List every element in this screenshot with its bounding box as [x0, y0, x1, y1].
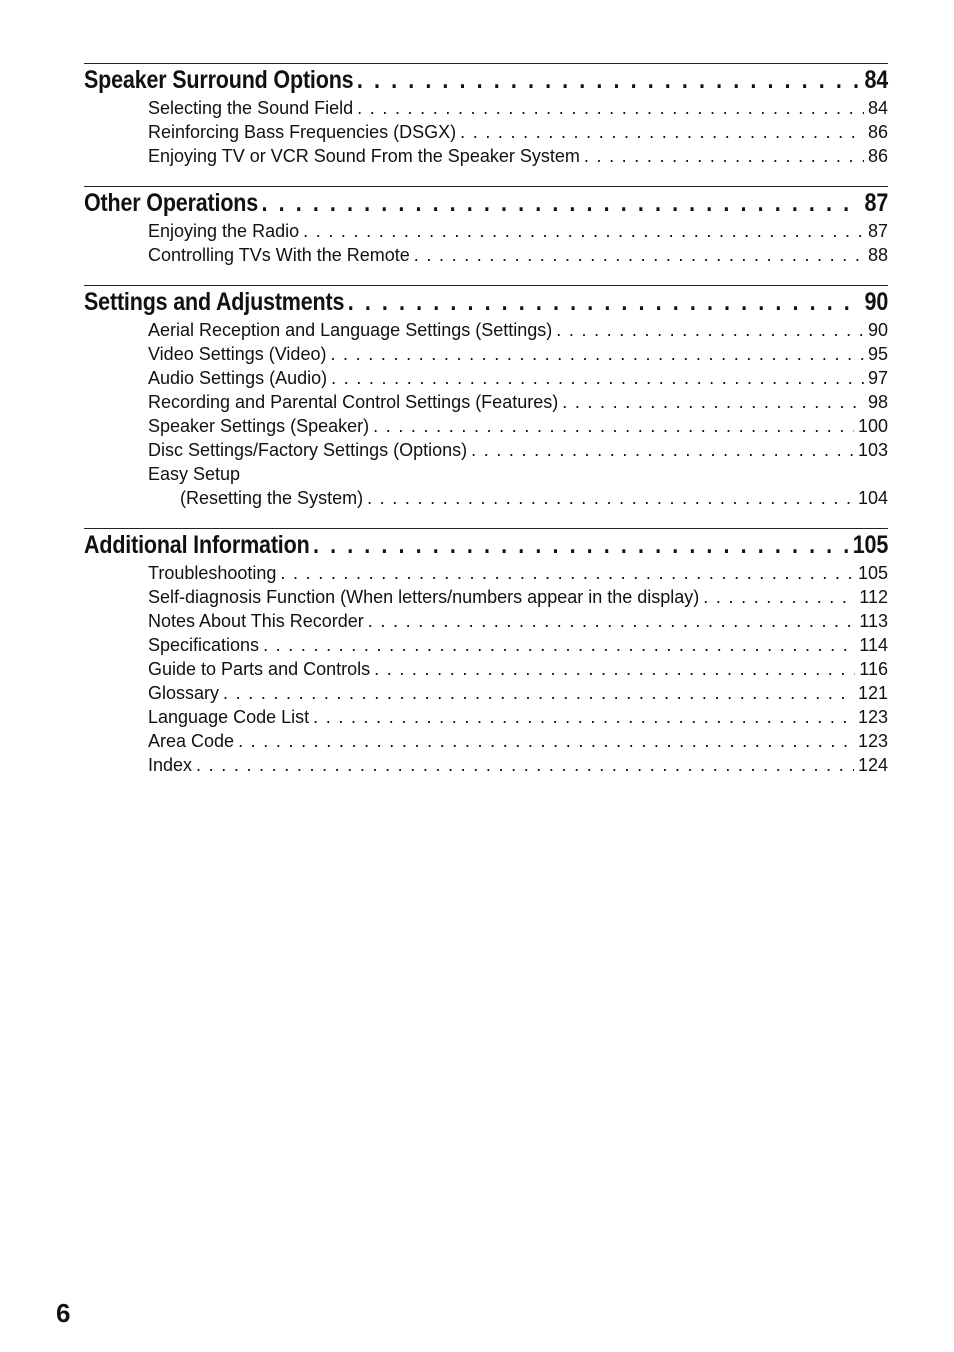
entry-page: 84 [867, 98, 888, 118]
dot-leader [373, 416, 854, 437]
section-page: 87 [864, 189, 889, 217]
dot-leader [357, 66, 861, 95]
toc-entry[interactable] [84, 320, 888, 344]
entry-page: 86 [867, 122, 888, 142]
entry-title: (Resetting the System) [180, 488, 364, 508]
section-title: Additional Information [84, 531, 310, 559]
dot-leader [584, 146, 864, 167]
entry-title: Speaker Settings (Speaker) [148, 416, 370, 436]
dot-leader [196, 755, 854, 776]
dot-leader [562, 392, 864, 413]
entry-page: 112 [859, 587, 888, 607]
entry-title: Easy Setup [148, 464, 241, 484]
toc-entry-group-label[interactable] [84, 464, 888, 488]
section-heading[interactable] [84, 189, 888, 221]
dot-leader [238, 731, 854, 752]
dot-leader [471, 440, 854, 461]
dot-leader [280, 563, 854, 584]
entry-title: Video Settings (Video) [148, 344, 327, 364]
entry-page: 104 [857, 488, 888, 508]
entry-title: Glossary [148, 683, 220, 703]
entry-title: Recording and Parental Control Settings (Features) [148, 392, 559, 412]
toc-entry[interactable] [84, 416, 888, 440]
dot-leader [368, 611, 856, 632]
entry-page: 87 [867, 221, 888, 241]
entry-title: Notes About This Recorder [148, 611, 364, 631]
entry-page: 103 [857, 440, 888, 460]
dot-leader [313, 707, 854, 728]
toc-entry[interactable] [84, 344, 888, 368]
entry-page: 88 [867, 245, 888, 265]
toc-entry[interactable] [84, 221, 888, 245]
entry-title: Guide to Parts and Controls [148, 659, 371, 679]
page-number: 6 [56, 1298, 71, 1328]
toc-entry[interactable] [84, 245, 888, 269]
toc-entry[interactable] [84, 146, 888, 170]
entry-page: 116 [859, 659, 888, 679]
entry-page: 114 [859, 635, 888, 655]
toc-section-other-operations [84, 186, 888, 269]
section-title: Speaker Surround Options [84, 66, 354, 94]
entry-title: Selecting the Sound Field [148, 98, 354, 118]
dot-leader [303, 221, 864, 242]
dot-leader [223, 683, 854, 704]
entry-page: 105 [857, 563, 888, 583]
section-page: 84 [864, 66, 889, 94]
dot-leader [313, 531, 849, 560]
toc-entry[interactable] [84, 368, 888, 392]
section-heading[interactable] [84, 66, 888, 98]
toc-entry[interactable] [84, 98, 888, 122]
toc-entry[interactable] [84, 755, 888, 779]
entry-title: Audio Settings (Audio) [148, 368, 328, 388]
toc-entry[interactable] [84, 731, 888, 755]
entry-page: 100 [857, 416, 888, 436]
toc-section-settings-and-adjustments [84, 285, 888, 512]
entry-title: Controlling TVs With the Remote [148, 245, 410, 265]
toc-entry[interactable] [84, 683, 888, 707]
entry-title: Enjoying the Radio [148, 221, 300, 241]
entry-title: Self-diagnosis Function (When letters/numbers appear in the display) [148, 587, 700, 607]
dot-leader [374, 659, 855, 680]
toc-entry[interactable] [84, 587, 888, 611]
dot-leader [703, 587, 855, 608]
entry-page: 124 [857, 755, 888, 775]
section-heading[interactable] [84, 288, 888, 320]
section-title: Other Operations [84, 189, 259, 217]
entry-title: Aerial Reception and Language Settings (Settings) [148, 320, 553, 340]
entry-title: Language Code List [148, 707, 310, 727]
toc-section-speaker-surround-options [84, 63, 888, 170]
section-heading[interactable] [84, 531, 888, 563]
toc-entry[interactable] [84, 659, 888, 683]
dot-leader [263, 635, 855, 656]
entry-title: Enjoying TV or VCR Sound From the Speaker System [148, 146, 580, 166]
entry-page: 123 [857, 731, 888, 751]
entry-page: 123 [857, 707, 888, 727]
table-of-contents [84, 63, 888, 779]
dot-leader [262, 189, 862, 218]
entry-page: 90 [867, 320, 888, 340]
entry-page: 95 [867, 344, 888, 364]
section-page: 90 [864, 288, 889, 316]
entry-title: Index [148, 755, 193, 775]
dot-leader [556, 320, 864, 341]
dot-leader [348, 288, 861, 317]
dot-leader [460, 122, 864, 143]
toc-entry[interactable] [84, 440, 888, 464]
toc-entry[interactable] [84, 122, 888, 146]
section-title: Settings and Adjustments [84, 288, 345, 316]
toc-entry[interactable] [84, 707, 888, 731]
entry-title: Troubleshooting [148, 563, 277, 583]
entry-title: Disc Settings/Factory Settings (Options) [148, 440, 468, 460]
toc-entry[interactable] [84, 488, 888, 512]
entry-title: Specifications [148, 635, 260, 655]
toc-entry[interactable] [84, 635, 888, 659]
entry-page: 86 [867, 146, 888, 166]
toc-entry[interactable] [84, 611, 888, 635]
entry-title: Reinforcing Bass Frequencies (DSGX) [148, 122, 457, 142]
toc-entry[interactable] [84, 563, 888, 587]
entry-title: Area Code [148, 731, 235, 751]
dot-leader [367, 488, 854, 509]
dot-leader [414, 245, 864, 266]
dot-leader [331, 368, 864, 389]
entry-page: 121 [857, 683, 888, 703]
dot-leader [330, 344, 864, 365]
dot-leader [357, 98, 864, 119]
entry-page: 98 [867, 392, 888, 412]
toc-entry[interactable] [84, 392, 888, 416]
toc-section-additional-information [84, 528, 888, 779]
entry-page: 113 [859, 611, 888, 631]
section-page: 105 [852, 531, 889, 559]
entry-page: 97 [867, 368, 888, 388]
